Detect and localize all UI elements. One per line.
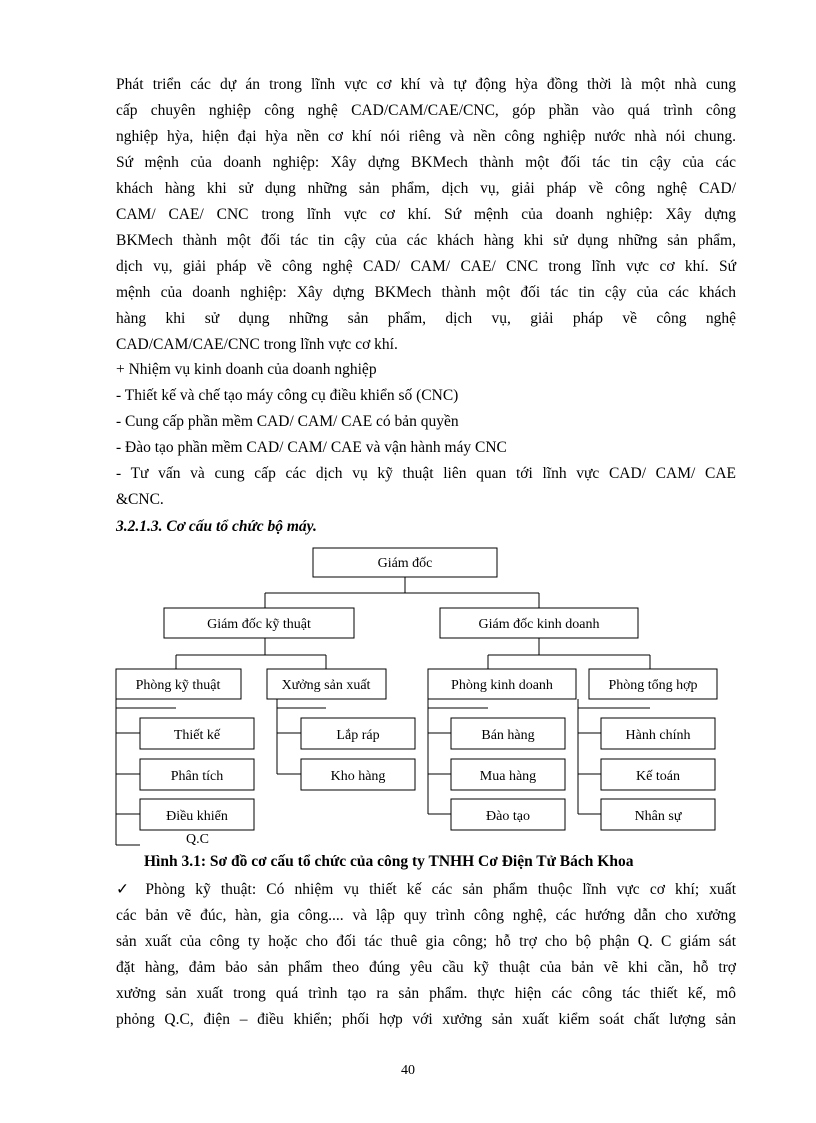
- task-item: - Cung cấp phần mềm CAD/ CAM/ CAE có bản quyền: [116, 413, 459, 430]
- figure-caption: Hình 3.1: Sơ đồ cơ cấu tổ chức của công ty TNHH Cơ Điện Tử Bách Khoa: [144, 853, 634, 870]
- label-hr: Nhân sự: [634, 809, 682, 824]
- body-line: Phát triển các dự án trong lĩnh vực cơ khí và tự động hỳa đồng thời là một nhà cung: [116, 76, 736, 93]
- body-line: khách hàng khi sử dụng những sản phẩm, dịch vụ, giải pháp về công nghệ CAD/: [116, 180, 736, 197]
- label-design: Thiết kế: [173, 728, 221, 743]
- task-item: - Thiết kế và chế tạo máy công cụ điều khiển số (CNC): [116, 387, 459, 404]
- label-warehouse: Kho hàng: [330, 769, 386, 784]
- body-line: CAD/CAM/CAE/CNC trong lĩnh vực cơ khí.: [116, 336, 398, 353]
- tasks-heading: + Nhiệm vụ kinh doanh của doanh nghiệp: [116, 361, 377, 378]
- body-line: BKMech thành một đối tác tin cậy của các khách hàng khi sử dụng những sản phẩm,: [116, 232, 736, 249]
- task-item: &CNC.: [116, 491, 164, 508]
- body-line: mệnh của doanh nghiệp: Xây dựng BKMech thành một đối tác tin cậy của các khách: [116, 284, 736, 301]
- label-admin: Hành chính: [625, 728, 691, 743]
- label-tech-dept: Phòng kỹ thuật: [135, 678, 221, 693]
- body-line: ✓ Phòng kỹ thuật: Có nhiệm vụ thiết kế các sản phẩm thuộc lĩnh vực cơ khí; xuất: [116, 881, 736, 898]
- body-line: phỏng Q.C, điện – điều khiển; phối hợp với xưởng sản xuất kiểm soát chất lượng sản: [116, 1011, 736, 1028]
- body-line: các bản vẽ đúc, hàn, gia công.... và lập quy trình công nghệ, các hướng dẫn cho xưởng: [116, 907, 736, 924]
- body-line: hàng khi sử dụng những sản phẩm, dịch vụ, giải pháp về công nghệ: [116, 310, 736, 327]
- body-line: dịch vụ, giải pháp về công nghệ CAD/ CAM/ CAE/ CNC trong lĩnh vực cơ khí. Sứ: [116, 258, 736, 275]
- task-item: - Đào tạo phần mềm CAD/ CAM/ CAE và vận hành máy CNC: [116, 439, 507, 456]
- label-control: Điều khiển: [166, 809, 228, 824]
- body-line: sản xuất của công ty hoặc cho đối tác thuê gia công; hỗ trợ cho bộ phận Q. C giám sát: [116, 933, 736, 950]
- qc-label: Q.C: [186, 832, 209, 847]
- section-heading: 3.2.1.3. Cơ cấu tổ chức bộ máy.: [116, 518, 317, 535]
- body-line: đặt hàng, đảm bảo sản phẩm theo đúng yêu cầu kỹ thuật của bản vẽ khi cần, hỗ trợ: [116, 959, 736, 976]
- label-accounting: Kế toán: [636, 769, 680, 784]
- label-analysis: Phân tích: [170, 769, 224, 784]
- label-general-dept: Phòng tổng hợp: [608, 678, 698, 693]
- label-training: Đào tạo: [486, 809, 530, 824]
- label-biz-director: Giám đốc kinh doanh: [478, 617, 600, 632]
- label-workshop: Xưởng sản xuất: [281, 678, 371, 693]
- body-line: nghiệp hỳa, hiện đại hỳa nền cơ khí nói riêng và nền công nghiệp nước nhà nói chung.: [116, 128, 736, 145]
- label-sales: Bán hàng: [481, 728, 535, 743]
- body-line: Sứ mệnh của doanh nghiệp: Xây dựng BKMech thành một đối tác tin cậy của các: [116, 154, 736, 171]
- label-biz-dept: Phòng kinh doanh: [451, 678, 553, 693]
- body-line: CAM/ CAE/ CNC trong lĩnh vực cơ khí. Sứ mệnh của doanh nghiệp: Xây dựng: [116, 206, 736, 223]
- label-director: Giám đốc: [377, 556, 433, 571]
- task-item: - Tư vấn và cung cấp các dịch vụ kỹ thuật liên quan tới lĩnh vực CAD/ CAM/ CAE: [116, 465, 736, 482]
- body-line: cấp chuyên nghiệp công nghệ CAD/CAM/CAE/CNC, góp phần vào quá trình công: [116, 102, 736, 119]
- page-number: 40: [401, 1063, 415, 1078]
- label-purchasing: Mua hàng: [479, 769, 537, 784]
- label-assembly: Lắp ráp: [336, 728, 380, 743]
- body-line: xưởng sản xuất trong quá trình tạo ra sản phẩm. thực hiện các công tác thiết kế, mô: [116, 985, 736, 1002]
- label-tech-director: Giám đốc kỹ thuật: [207, 617, 311, 632]
